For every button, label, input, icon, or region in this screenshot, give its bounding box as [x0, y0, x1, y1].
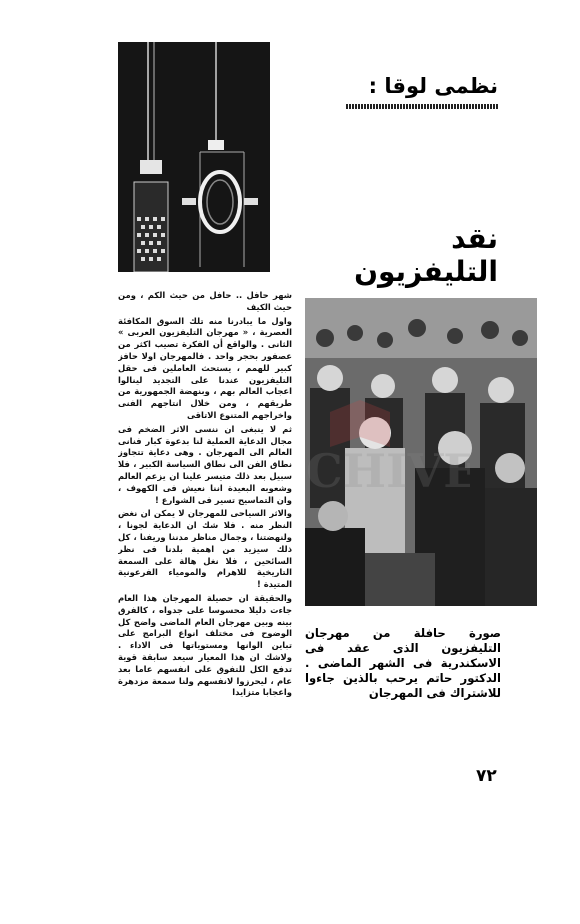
article-paragraph: شهر حافل .. حافل من حيث الكم ، ومن حيث الكيف — [118, 290, 292, 312]
author-underline — [346, 104, 498, 109]
article-paragraph: ثم لا ينبغى ان ننسى الاثر الضخم فى مجال الدعاية العملية لنا بدعوة كبار فنانى العالم الى المهرجان . وهى دعاية تتجاوز نطاق الفن الى نطاق السياسة الكبير ، فلا سبيل بعد ذلك متيسر علينا ان يزعم العالم وشعوبه البعيدة اننا نعيش فى الكهوف ، وان التماسيح تسير فى الشوارع ! — [118, 423, 292, 505]
svg-text:CHIVE: CHIVE — [306, 444, 470, 498]
article-headline: نقد التليفزيون — [354, 222, 498, 288]
antenna-photo — [118, 42, 270, 272]
photo-caption: صورة حافلة من مهرجان التليفزيون الذى عقد فى الاسكندرية فى الشهر الماضى . الدكتور حاتم يرحب بالذين جاءوا للاشتراك فى المهرجان — [305, 626, 501, 700]
crowd-illustration — [305, 298, 537, 606]
author-name: نظمى لوقا : — [368, 74, 498, 98]
article-paragraph: والاثر السياحى للمهرجان لا يمكن ان نغض النظر منه . فلا شك ان الدعاية لجونا ، ولنهضتنا ، وجمال مناظر مدننا وريفنا ، كل ذلك سيزيد من اهمية بلدنا فى نظر السائحين ، فلا نغل هالة على السمعة التاريخية للاهرام والمومياء الفرعونية المتيدة ! — [118, 508, 292, 590]
article-paragraph: والحقيقة ان حصيلة المهرجان هذا العام جاءت دليلا محسوسا على جدواه ، كالفرق بينه وبين مهرجان العام الماضى واضح كل الوضوح فى مختلف انواع البرامج على تباين الوانها ومستوياتها فى الاداء . ولاشك ان هذا المعيار سيعد سابقة قوية تدفع الكل للتفوق على انفسهم عاما بعد عام ، ليحرزوا لانفسهم ولنا سمعة مزدهرة واعجابا متزايدا — [118, 592, 292, 698]
festival-crowd-photo — [305, 298, 537, 606]
article-paragraph: واول ما يبادرنا منه تلك السوق المكافئة العصرية ، « مهرجان التليفزيون العربى » الثانى . والواقع أن الفكرة تصيب اكثر من عصفور بحجر واحد . فالمهرجان اولا حافز كبير للهمم ، يستحث العاملين فى حقل التليفزيون عندنا على التجديد لينالوا اعجاب العالم بهم ، وبنهضة الجمهورية من طريقهم ، ومن خلال انتاجهم الفنى واخراجهم المتنوع الاتاقى — [118, 315, 292, 420]
article-body — [118, 290, 292, 730]
antenna-illustration — [118, 42, 270, 272]
page-number: ٧٢ — [476, 766, 497, 786]
